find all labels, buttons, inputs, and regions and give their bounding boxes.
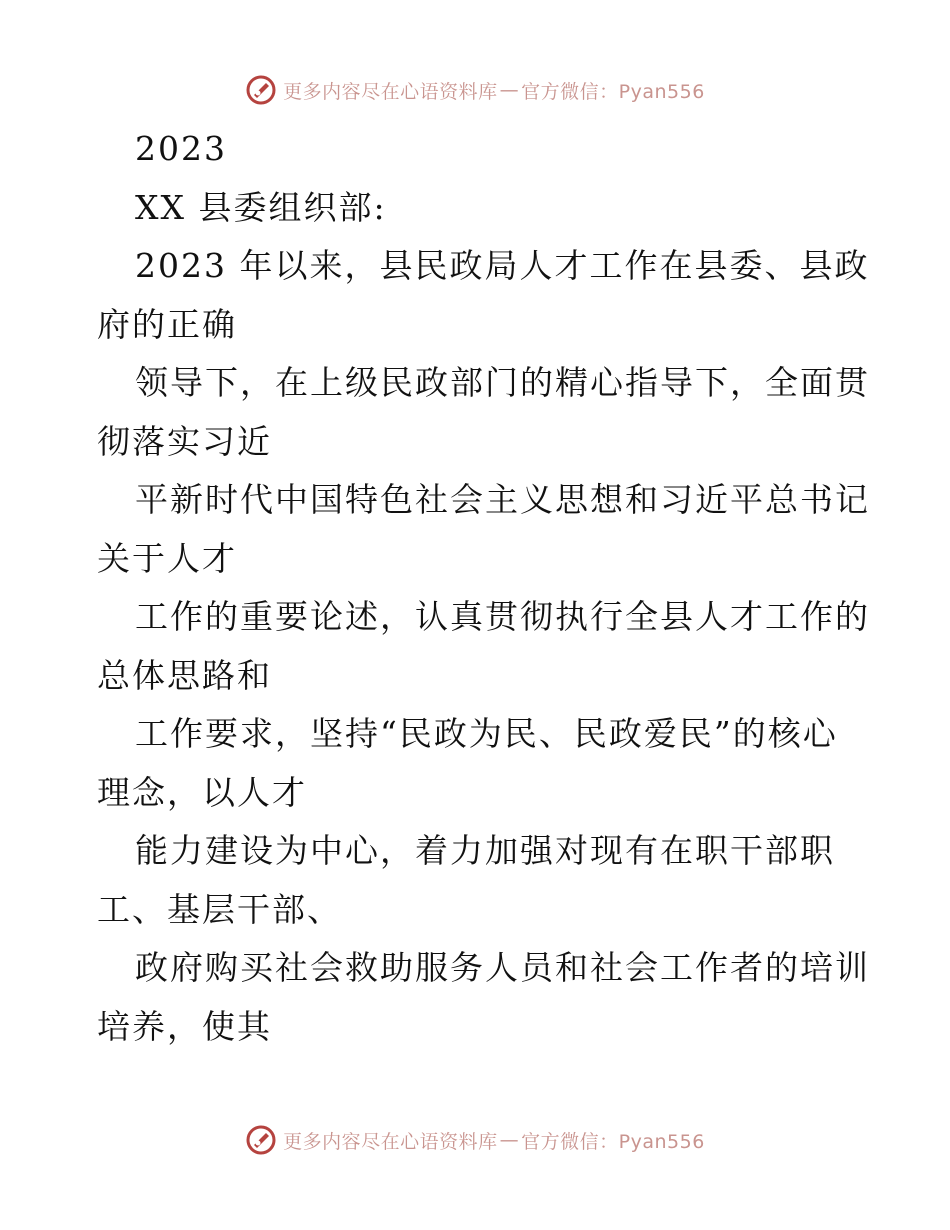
paragraph-line: 工作的重要论述，认真贯彻执行全县人才工作的 bbox=[135, 597, 870, 636]
paragraph-line: 彻落实习近 bbox=[97, 421, 272, 461]
paragraph-line: 工、基层干部、 bbox=[97, 889, 342, 929]
paragraph-line: 关于人才 bbox=[97, 538, 237, 578]
paragraph-line: 2023 bbox=[135, 129, 227, 168]
watermark-text: 更多内容尽在心语资料库 bbox=[283, 80, 498, 103]
paragraph-line: 府的正确 bbox=[97, 304, 237, 344]
paragraph-line: 总体思路和 bbox=[97, 655, 272, 695]
paragraph-line: 领导下，在上级民政部门的精心指导下，全面贯 bbox=[135, 363, 870, 402]
paragraph-line: 能力建设为中心，着力加强对现有在职干部职 bbox=[135, 831, 835, 870]
watermark-separator: — bbox=[499, 79, 520, 101]
watermark-contact: 官方微信：Pyan556 bbox=[521, 80, 705, 103]
paragraph-line: 2023 年以来，县民政局人才工作在县委、县政 bbox=[135, 246, 870, 285]
watermark-text: 更多内容尽在心语资料库 bbox=[283, 1130, 498, 1153]
paragraph-line: 理念，以人才 bbox=[97, 772, 307, 812]
paragraph-line: 平新时代中国特色社会主义思想和习近平总书记 bbox=[135, 480, 870, 519]
seal-logo-icon bbox=[245, 74, 277, 106]
watermark-separator: — bbox=[499, 1129, 520, 1151]
watermark-contact: 官方微信：Pyan556 bbox=[521, 1130, 705, 1153]
paragraph-line: 培养，使其 bbox=[97, 1006, 272, 1046]
paragraph-line: 工作要求，坚持“民政为民、民政爱民”的核心 bbox=[135, 714, 838, 753]
document-body bbox=[97, 120, 870, 1056]
paragraph-line: XX 县委组织部: bbox=[135, 187, 387, 227]
footer-watermark bbox=[0, 1124, 950, 1156]
paragraph-line: 政府购买社会救助服务人员和社会工作者的培训 bbox=[135, 948, 870, 987]
header-watermark bbox=[0, 74, 950, 106]
seal-logo-icon bbox=[245, 1124, 277, 1156]
